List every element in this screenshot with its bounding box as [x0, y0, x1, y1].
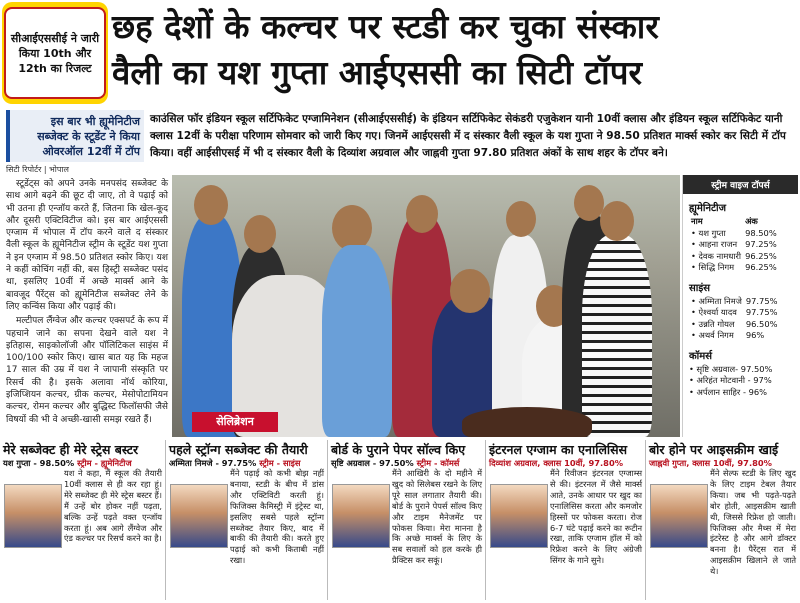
headline [112, 4, 798, 96]
profile-stream: स्ट्रीम - कॉमर्स [416, 458, 460, 468]
table-row: • सिद्धि निगम 96.25% [691, 262, 777, 272]
profile-name: सृष्टि अग्रवाल - 97.50% [331, 458, 414, 468]
commerce-list [683, 364, 798, 399]
headline-line-1: छह देशों के कल्चर पर स्टडी कर चुका संस्कार [112, 7, 659, 46]
table-row: • अम्मिता निमजे 97.75% [691, 295, 778, 306]
profile-title: इंटरनल एग्जाम का एनालिसिस [489, 442, 628, 457]
col-name: नाम [691, 216, 703, 226]
profile-photo [650, 484, 708, 548]
commerce-title: कॉमर्स [689, 350, 713, 362]
article-paragraph: स्टूडेंट्स को अपने उनके मनपसंद सब्जेक्ट के साथ आगे बढ़ने की छूट दी जाए, तो वे पढ़ाई को भी उतना ही एन्जॉय करते हैं, जितना कि खेल-कूद और दूसरी एक्टिविटीज को। इस बार आईएससी एग्जाम में भोपाल में टॉप करने वाले द संस्कार वैली स्कूल के ह्यूमेनिटीज स्ट्रीम के स्टूडेंट यश गुप्ता ने इन एग्जाम में 98.50 प्रतिशत स्कोर किए। यश ने कहीं कोचिंग नहीं की, बस हिस्ट्री सब्जेक्ट पसंद था, इसलिए 10वीं में अच्छे मार्क्स आने के बावजूद पैरेंट्स को ह्यूमेनिटीज सब्जेक्ट लेने के लिए कन्विंस किया और पढ़ाई की। [6, 179, 168, 312]
deck-highlight: इस बार भी ह्यूमेनिटीज सब्जेक्ट के स्टूडेंट ने किया ओवरऑल 12वीं में टॉप [6, 110, 144, 162]
profile-title: पहले स्ट्रॉन्ग सब्जेक्ट की तैयारी [169, 442, 308, 457]
result-badge [2, 2, 108, 104]
profile-text: मैंने पढ़ाई को कभी बोझ नहीं बनाया, स्टडी के बीच में डांस और एक्टिविटी करती हूं। फिजिक्स कैमिस्ट्री में इंट्रेस्ट था, इसलिए सबसे पहले स्ट्रॉन्ग सब्जेक्ट तैयार किए, बाद में बाकी की तैयारी की। करते हुए पढ़ाई को कभी किताबी नहीं रखा। [230, 468, 324, 566]
profile-title: बोर्ड के पुराने पेपर सॉल्व किए [331, 442, 466, 457]
result-badge-text: सीआईएससीई ने जारी किया 10th और 12th का रिजल्ट [4, 7, 106, 99]
humanities-title: ह्यूमेनिटीज [689, 203, 727, 214]
profile-text: यश ने कहा, मैं स्कूल की तैयारी 10वीं क्लास से ही कर रहा हूं। मेरे सब्जेक्ट ही मेरे स्ट्रेस बस्टर हैं। मैं उन्हें बोर होकर नहीं पढ़ता, बल्कि उन्हें पढ़ते वक्त एन्जॉय करता हूं। अब आगे लैंग्वेज और एंड कल्चर पर रिसर्च करने का है। [64, 468, 162, 544]
deck-summary: काउंसिल फॉर इंडियन स्कूल सर्टिफिकेट एग्जामिनेशन (सीआईएससीई) के इंडियन सर्टिफिकेट सेकंडरी एजुकेशन यानी 10वीं क्लास और इंडियन स्कूल सर्टिफिकेट यानी क्लास 12वीं के परीक्षा परिणाम सोमवार को जारी किए गए। जिनमें आईएससी में द संस्कार वैली स्कूल के यश गुप्ता ने 98.50 प्रतिशत मार्क्स स्कोर कर सिटी में टॉप किया। वहीं आईसीएसई में भी द संस्कार वैली के दिव्यांश अग्रवाल और जाह्नवी गुप्ता 97.80 प्रतिशत अंकों के साथ शहर के टॉपर बने। [150, 113, 786, 159]
profile-photo [490, 484, 548, 548]
table-row: • देवक नामधारी 96.25% [691, 250, 777, 261]
profile-card [328, 440, 486, 600]
table-row: • यश गुप्ता 98.50% [691, 227, 777, 238]
celebration-photo [172, 175, 680, 437]
profile-name: अम्मिता निमजे - 97.75% [169, 458, 257, 468]
profile-text: मैंने आखिरी के दो महीने में खुद को सिलेबस रखने के लिए पूरे साल लगातार तैयारी की। बोर्ड के पुराने पेपर्स सॉल्व किए और टाइम मैनेजमेंट पर फोकस किया। मेरा मानना है कि अच्छे मार्क्स के लिए के सब सवालों को हल करके ही प्रैक्टिस कर सकूं। [392, 468, 482, 566]
profile-card [166, 440, 328, 600]
table-row: • अथर्व निगम 96% [691, 330, 765, 340]
profile-stream: स्ट्रीम - ह्यूमेनिटीज [77, 458, 132, 468]
list-item: • सृष्टि अग्रवाल- 97.50% [689, 364, 798, 376]
profile-stream: स्ट्रीम - साइंस [259, 458, 301, 468]
topper-profiles [0, 440, 800, 603]
table-row: • आहना राजन 97.25% [691, 239, 777, 249]
list-item: • अर्पलान साहिर - 96% [689, 387, 798, 399]
table-row: • उन्नति गोयल 96.50% [691, 318, 778, 329]
humanities-table [689, 216, 779, 274]
profile-card [486, 440, 646, 600]
table-row: • ऐश्वर्या यादव 97.75% [691, 307, 778, 317]
profile-text: मैंने सेल्फ स्टडी के लिए खुद के लिए टाइम टेबल तैयार किया। जब भी पढ़ते-पढ़ते बोर होती, आइसक्रीम खाती थी, जिससे रिफ्रेश हो जाती। फिजिक्स और मैथ्स में मेरा इंटरेस्ट है और आगे डॉक्टर बनना है। पैरेंट्स रात में आइसक्रीम खिलाने ले जाते थे। [710, 468, 796, 577]
photo-caption: सेलिब्रेशन [192, 412, 278, 432]
article-paragraph: मल्टीपल लैंग्वेज और कल्चर एक्सपर्ट के रूप में पहचाने जाने का सपना देखने वाले यश ने इतिहास, साइकोलॉजी और पॉलिटिकल साइंस में 100/100 स्कोर किए। खास बात यह कि महज 17 साल की उम्र में यश ने जापानी संस्कृति पर रिसर्च की है। इसके अलावा नॉर्थ कोरिया, इजिप्शियन कल्चर, ग्रीक कल्चर, मेसोपोटामियन कल्चर, रोमन कल्चर और बुद्धिस्ट फिलॉसफी जैसे विषयों की भी वे अच्छी-खासी समझ रखते हैं। [6, 316, 168, 425]
profile-title: मेरे सब्जेक्ट ही मेरे स्ट्रेस बस्टर [3, 442, 139, 457]
headline-line-2: वैली का यश गुप्ता आईएससी का सिटी टॉपर [112, 53, 642, 92]
profile-name: दिव्यांश अग्रवाल, क्लास 10वीं, 97.80% [489, 458, 624, 468]
article-body [6, 178, 168, 428]
profile-name: यश गुप्ता - 98.50% [3, 458, 75, 468]
stream-toppers-panel [682, 175, 798, 437]
profile-photo [332, 484, 390, 548]
profile-title: बोर होने पर आइसक्रीम खाई [649, 442, 779, 457]
science-title: साइंस [689, 282, 711, 294]
col-marks: अंक [745, 216, 758, 226]
stream-toppers-heading: स्ट्रीम वाइज टॉपर्स [683, 175, 798, 194]
science-table [689, 296, 780, 342]
profile-name: जाह्नवी गुप्ता, क्लास 10वीं, 97.80% [649, 458, 772, 468]
profile-text: मैंने रिवीजन इंटरनल एग्जाम्स से की। इंटरनल में जैसे मार्क्स आते, उनके आधार पर खुद का एनालिसिस करता और कमजोर हिस्सों पर फोकस करता। रोज 6-7 घंटे पढ़ाई करने का रूटीन रखा, ताकि एग्जाम हॉल में को रिफ्रेश करने के लिए अंग्रेजी सिंगर के गाने सुने। [550, 468, 642, 566]
profile-card [0, 440, 166, 600]
list-item: • अरिहंत मोटवानी - 97% [689, 375, 798, 387]
byline: सिटी रिपोर्टर | भोपाल [6, 165, 69, 174]
profile-card [646, 440, 800, 600]
profile-photo [170, 484, 228, 548]
profile-photo [4, 484, 62, 548]
